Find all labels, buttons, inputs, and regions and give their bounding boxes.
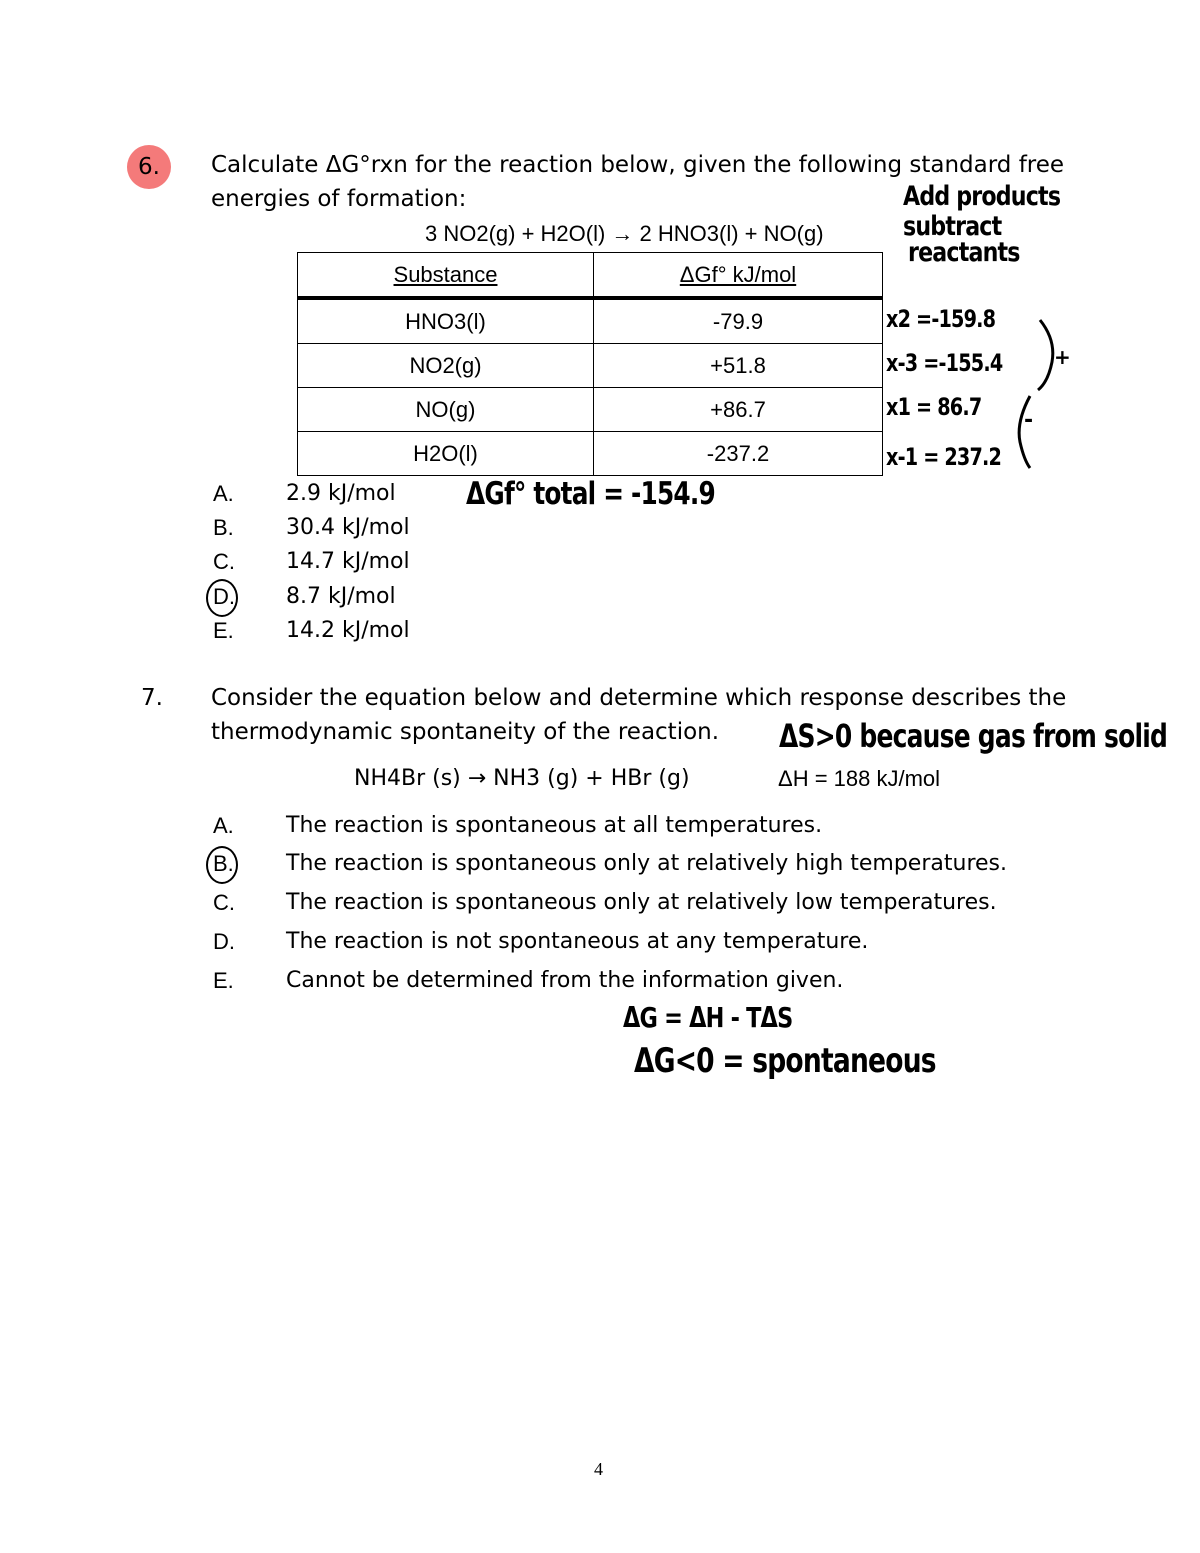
question-6-prompt-line1: Calculate ΔG°rxn for the reaction below, given the following standard free: [211, 152, 1065, 178]
table-row: [298, 432, 883, 476]
q6-option-b-letter: B.: [213, 515, 234, 540]
note-subtract: subtract: [903, 211, 1002, 242]
note-bracket-marks: [1010, 312, 1080, 472]
note-spontaneous: ΔG<0 = spontaneous: [634, 1041, 936, 1081]
question-6-number: 6.: [127, 145, 171, 189]
table-cell-substance: NO2(g): [298, 344, 594, 388]
q7-option-c-letter: C.: [213, 890, 235, 915]
question-7-number: 7.: [141, 685, 163, 711]
question-7-enthalpy: ΔH = 188 kJ/mol: [778, 766, 941, 791]
question-7-prompt-line1: Consider the equation below and determine which response describes the: [211, 685, 1067, 711]
q6-option-a-text: 2.9 kJ/mol: [286, 481, 396, 506]
table-cell-value: -237.2: [594, 432, 883, 476]
note-reactants: reactants: [908, 237, 1020, 268]
q7-option-a-text: The reaction is spontaneous at all temperatures.: [286, 813, 823, 838]
page-number: 4: [594, 1459, 603, 1479]
table-cell-substance: H2O(l): [298, 432, 594, 476]
q7-option-c-text: The reaction is spontaneous only at relatively low temperatures.: [286, 890, 997, 915]
table-cell-value: -79.9: [594, 298, 883, 344]
question-7-prompt-line2: thermodynamic spontaneity of the reaction.: [211, 719, 720, 745]
table-header-substance: Substance: [298, 253, 594, 299]
question-6-equation: 3 NO2(g) + H2O(l) → 2 HNO3(l) + NO(g): [425, 221, 824, 246]
note-gibbs-equation: ΔG = ΔH - TΔS: [623, 1001, 793, 1034]
q7-option-b-letter: B.: [213, 851, 234, 876]
answer-circle-d: [206, 579, 238, 617]
q6-option-a-letter: A.: [213, 481, 234, 506]
answer-circle-b: [206, 846, 238, 884]
table-cell-substance: NO(g): [298, 388, 594, 432]
question-7-equation: NH4Br (s) → NH3 (g) + HBr (g): [354, 766, 690, 791]
table-row: [298, 344, 883, 388]
q6-option-c-letter: C.: [213, 549, 235, 574]
q7-option-d-text: The reaction is not spontaneous at any temperature.: [286, 929, 869, 954]
table-row: [298, 388, 883, 432]
q6-option-e-text: 14.2 kJ/mol: [286, 618, 410, 643]
note-calc-h2o: x-1 = 237.2: [886, 443, 1002, 471]
table-row: [298, 298, 883, 344]
q7-option-a-letter: A.: [213, 813, 234, 838]
q7-option-b-text: The reaction is spontaneous only at relatively high temperatures.: [286, 851, 1007, 876]
note-total: ΔGf° total = -154.9: [466, 476, 715, 512]
note-calc-no2: x-3 =-155.4: [886, 349, 1003, 377]
note-minus-sign: -: [1024, 408, 1033, 433]
note-add-products: Add products: [903, 181, 1061, 212]
question-6-prompt-line2: energies of formation:: [211, 186, 467, 212]
q6-option-b-text: 30.4 kJ/mol: [286, 515, 410, 540]
table-cell-value: +51.8: [594, 344, 883, 388]
table-cell-substance: HNO3(l): [298, 298, 594, 344]
q7-option-e-letter: E.: [213, 968, 234, 993]
table-cell-value: +86.7: [594, 388, 883, 432]
note-calc-hno3: x2 =-159.8: [886, 305, 996, 333]
q6-option-d-text: 8.7 kJ/mol: [286, 584, 396, 609]
q6-option-c-text: 14.7 kJ/mol: [286, 549, 410, 574]
note-plus-sign: +: [1054, 345, 1070, 369]
q7-option-e-text: Cannot be determined from the information given.: [286, 968, 844, 993]
note-entropy: ΔS>0 because gas from solid: [779, 717, 1168, 755]
q6-option-e-letter: E.: [213, 618, 234, 643]
q6-option-d-letter: D.: [213, 584, 235, 609]
table-header-value: ΔGf° kJ/mol: [594, 253, 883, 299]
note-calc-no: x1 = 86.7: [886, 393, 982, 421]
free-energy-table: [297, 252, 883, 476]
q7-option-d-letter: D.: [213, 929, 235, 954]
